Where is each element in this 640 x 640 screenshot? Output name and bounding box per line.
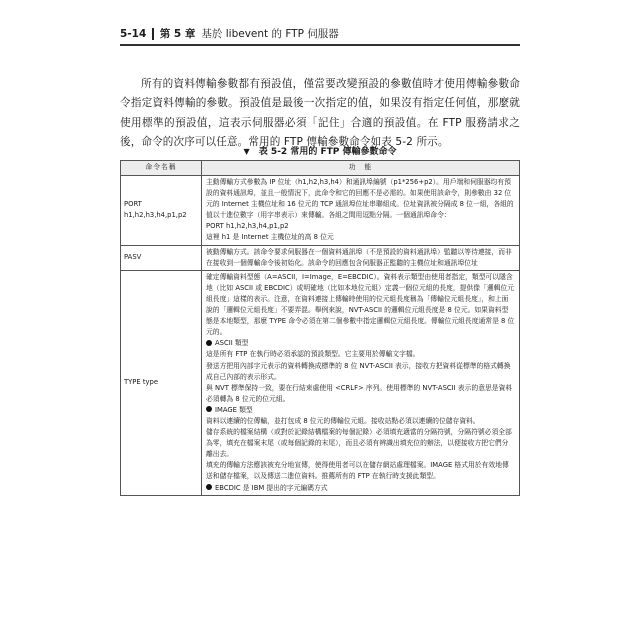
chapter-label: 第 5 章 [159, 28, 196, 40]
description-text: 資料以連續的位傳輸，並打包成 8 位元的傳輸位元組。接收站點必須以連續的位儲存資料。 [206, 416, 480, 425]
chapter-title: 基於 libevent 的 FTP 伺服器 [201, 28, 339, 40]
table-row-pasv [121, 245, 520, 270]
header-separator [152, 28, 154, 40]
description-text: 這是所有 FTP 在執行時必須承認的預設類型。它主要用於傳輸文字檔。 [206, 350, 420, 359]
ftp-parameter-commands-table [120, 160, 520, 496]
description-text: 發送方把用內部字元表示的資料轉換成標準的 8 位 NVT-ASCII 表示，接收方把資料從標準的格式轉換成自己內部的表示形式。 [206, 361, 511, 381]
description-text: 確定傳輸資料型態（A=ASCII，I=Image，E=EBCDIC）。資料表示類型由使用者指定，類型可以隱含地（比如 ASCII 或 EBCDIC）或明確地（比如本地位元組）定義一個位元組的長度，提供像「邏輯位元組長度」這樣的表示。注意，在資料連接上傳輸時使用的位元組長度稱為「傳輸位元組長度」，和上面說的「邏輯位元組長度」不要弄混。舉例來說，NVT-ASCII 的邏輯位元組長度是 8 位元。如果資料型態是本地類型，那麼 TYPE 命令必須在第二個參數中指定邏輯位元組長度。傳輸位元組長度通常是 8 位元的。 [206, 272, 515, 337]
running-header [120, 26, 339, 41]
command-description [202, 176, 520, 246]
table-header-row [121, 161, 520, 176]
table-caption [120, 144, 520, 157]
bullet-icon [206, 484, 212, 490]
command-name: PASV [121, 245, 202, 270]
bullet-icon [206, 340, 212, 346]
intro-paragraph: 所有的資料傳輸參數都有預設值，僅當要改變預設的參數值時才使用傳輸參數命令指定資料傳輸的參數。預設值是最後一次指定的值，如果沒有指定任何值，那麼就使用標準的預設值，這表示伺服器必須「記住」合適的預設值。在 FTP 服務請求之後，命令的次序可以任意。常用的 FTP 傳輸參數命令如表 5-2 所示。 [120, 77, 520, 149]
table-row-port [121, 176, 520, 246]
description-text: 儲存系統的檔案結構（或對於記錄結構檔案的每個記錄）必須填充適當的分隔符號，分隔符號必須全部為零，填充在檔案末尾（或每個記錄的末尾），而且必須有辨識出填充位的辦法，以便接收方把它們分離出去。 [206, 428, 512, 459]
column-header-function: 功 能 [202, 161, 520, 176]
description-text: 與 NVT 標準保持一致，要在行結束處使用 <CRLF> 序列。使用標準的 NVT-ASCII 表示的意思是資料必須轉為 8 位元的位元組。 [206, 383, 513, 403]
description-text: ASCII 類型 [206, 338, 515, 349]
triangle-icon: ▼ [243, 147, 250, 156]
column-header-command: 命令名稱 [121, 161, 202, 176]
command-description [202, 270, 520, 495]
table-row-type [121, 270, 520, 495]
command-name: TYPE type [121, 270, 202, 495]
description-text: 填充的傳輸方法應該被充分地宣傳，使得使用者可以在儲存網站處理檔案。IMAGE 格式用於有效地傳送和儲存檔案，以及傳送二進位資料。推薦所有的 FTP 在執行時支援此類型。 [206, 461, 509, 481]
command-name: PORT h1,h2,h3,h4,p1,p2 [121, 176, 202, 246]
command-description [202, 245, 520, 270]
bullet-icon [206, 406, 212, 412]
table-number: 表 5-2 [258, 147, 288, 157]
description-text: 這裡 h1 是 Internet 主機位址的高 8 位元 [206, 233, 334, 242]
table-title: 常用的 FTP 傳輸參數命令 [290, 147, 397, 157]
description-text: PORT h1,h2,h3,h4,p1,p2 [206, 222, 289, 231]
description-text: 主動傳輸方式參數為 IP 位址（h1,h2,h3,h4）和通訊埠編號（p1*256+p2）。用戶端和伺服器均有預設的資料通訊埠，並且一般情況下，此命令和它的回應不是必需的。如果使用該命令，則參數由 32 位元的 Internet 主機位址和 16 位元的 TCP 通訊埠位址串聯組成。位址資訊被分隔成 8 位一組，各組的值以十進位數字（用字串表示）來傳輸。各組之間用逗點分隔。一個通訊埠命令： [206, 178, 514, 220]
description-text: IMAGE 類型 [206, 405, 515, 416]
description-text: EBCDIC 是 IBM 提出的字元編碼方式 [206, 483, 515, 494]
header-rule [120, 44, 520, 46]
description-text: 被動傳輸方式。該命令要求伺服器在一個資料通訊埠（不是預設的資料通訊埠）監聽以等待連接，而非在接收到一個傳輸命令後初始化。該命令的回應包含伺服器正監聽的主機位址和通訊埠位址 [206, 247, 512, 267]
page-number: 5-14 [120, 27, 147, 40]
